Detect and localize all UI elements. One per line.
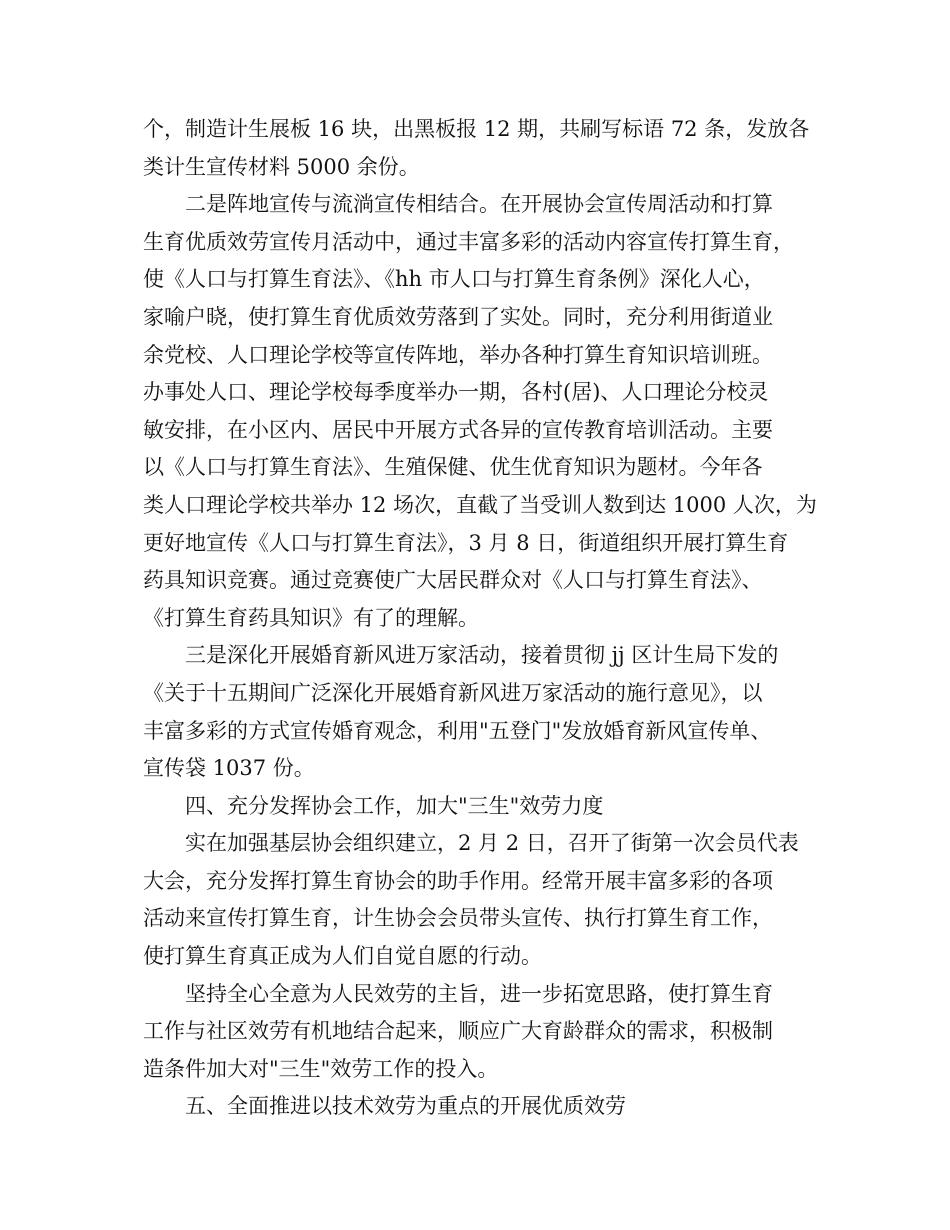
text-line: 敏安排，在小区内、居民中开展方式各异的宣传教育培训活动。主要 bbox=[143, 417, 773, 442]
text-line: 坚持全心全意为人民效劳的主旨，进一步拓宽思路，使打算生育 bbox=[185, 981, 773, 1006]
text-line: 使《人口与打算生育法》、《hh 市人口与打算生育条例》深化人心， bbox=[143, 267, 765, 292]
text-line: 《关于十五期间广泛深化开展婚育新风进万家活动的施行意见》，以 bbox=[143, 680, 763, 705]
text-line: 《打算生育药具知识》有了的理解。 bbox=[143, 605, 479, 630]
text-line: 家喻户晓，使打算生育优质效劳落到了实处。同时，充分利用街道业 bbox=[143, 304, 773, 329]
text-line: 办事处人口、理论学校每季度举办一期，各村(居)、人口理论分校灵 bbox=[143, 380, 769, 405]
text-line: 二是阵地宣传与流淌宣传相结合。在开展协会宣传周活动和打算 bbox=[185, 192, 773, 217]
text-line: 以《人口与打算生育法》、生殖保健、优生优育知识为题材。今年各 bbox=[143, 455, 763, 480]
text-line: 宣传袋 1037 份。 bbox=[143, 756, 315, 781]
text-line: 类人口理论学校共举办 12 场次，直截了当受训人数到达 1000 人次，为 bbox=[143, 492, 817, 517]
text-line: 五、全面推进以技术效劳为重点的开展优质效劳 bbox=[185, 1094, 626, 1119]
text-line: 余党校、人口理论学校等宣传阵地，举办各种打算生育知识培训班。 bbox=[143, 342, 773, 367]
text-line: 生育优质效劳宣传月活动中，通过丰富多彩的活动内容宣传打算生育， bbox=[143, 229, 794, 254]
text-line: 丰富多彩的方式宣传婚育观念，利用"五登门"发放婚育新风宣传单、 bbox=[143, 718, 772, 743]
text-line: 活动来宣传打算生育，计生协会会员带头宣传、执行打算生育工作， bbox=[143, 906, 773, 931]
text-line: 个，制造计生展板 16 块，出黑板报 12 期，共刷写标语 72 条，发放各 bbox=[143, 117, 810, 141]
text-line: 三是深化开展婚育新风进万家活动，接着贯彻 jj 区计生局下发的 bbox=[185, 643, 779, 668]
text-line: 药具知识竞赛。通过竞赛使广大居民群众对《人口与打算生育法》、 bbox=[143, 568, 763, 593]
text-line: 大会，充分发挥打算生育协会的助手作用。经常开展丰富多彩的各项 bbox=[143, 868, 773, 893]
text-line: 四、充分发挥协会工作，加大"三生"效劳力度 bbox=[185, 793, 604, 818]
document-body bbox=[143, 111, 817, 1126]
text-line: 使打算生育真正成为人们自觉自愿的行动。 bbox=[143, 944, 542, 969]
text-line: 类计生宣传材料 5000 余份。 bbox=[143, 154, 420, 179]
text-line: 工作与社区效劳有机地结合起来，顺应广大育龄群众的需求，积极制 bbox=[143, 1019, 773, 1044]
text-line: 更好地宣传《人口与打算生育法》，3 月 8 日，街道组织开展打算生育 bbox=[143, 530, 789, 555]
text-line: 造条件加大对"三生"效劳工作的投入。 bbox=[143, 1056, 499, 1081]
text-line: 实在加强基层协会组织建立，2 月 2 日，召开了街第一次会员代表 bbox=[185, 831, 799, 856]
